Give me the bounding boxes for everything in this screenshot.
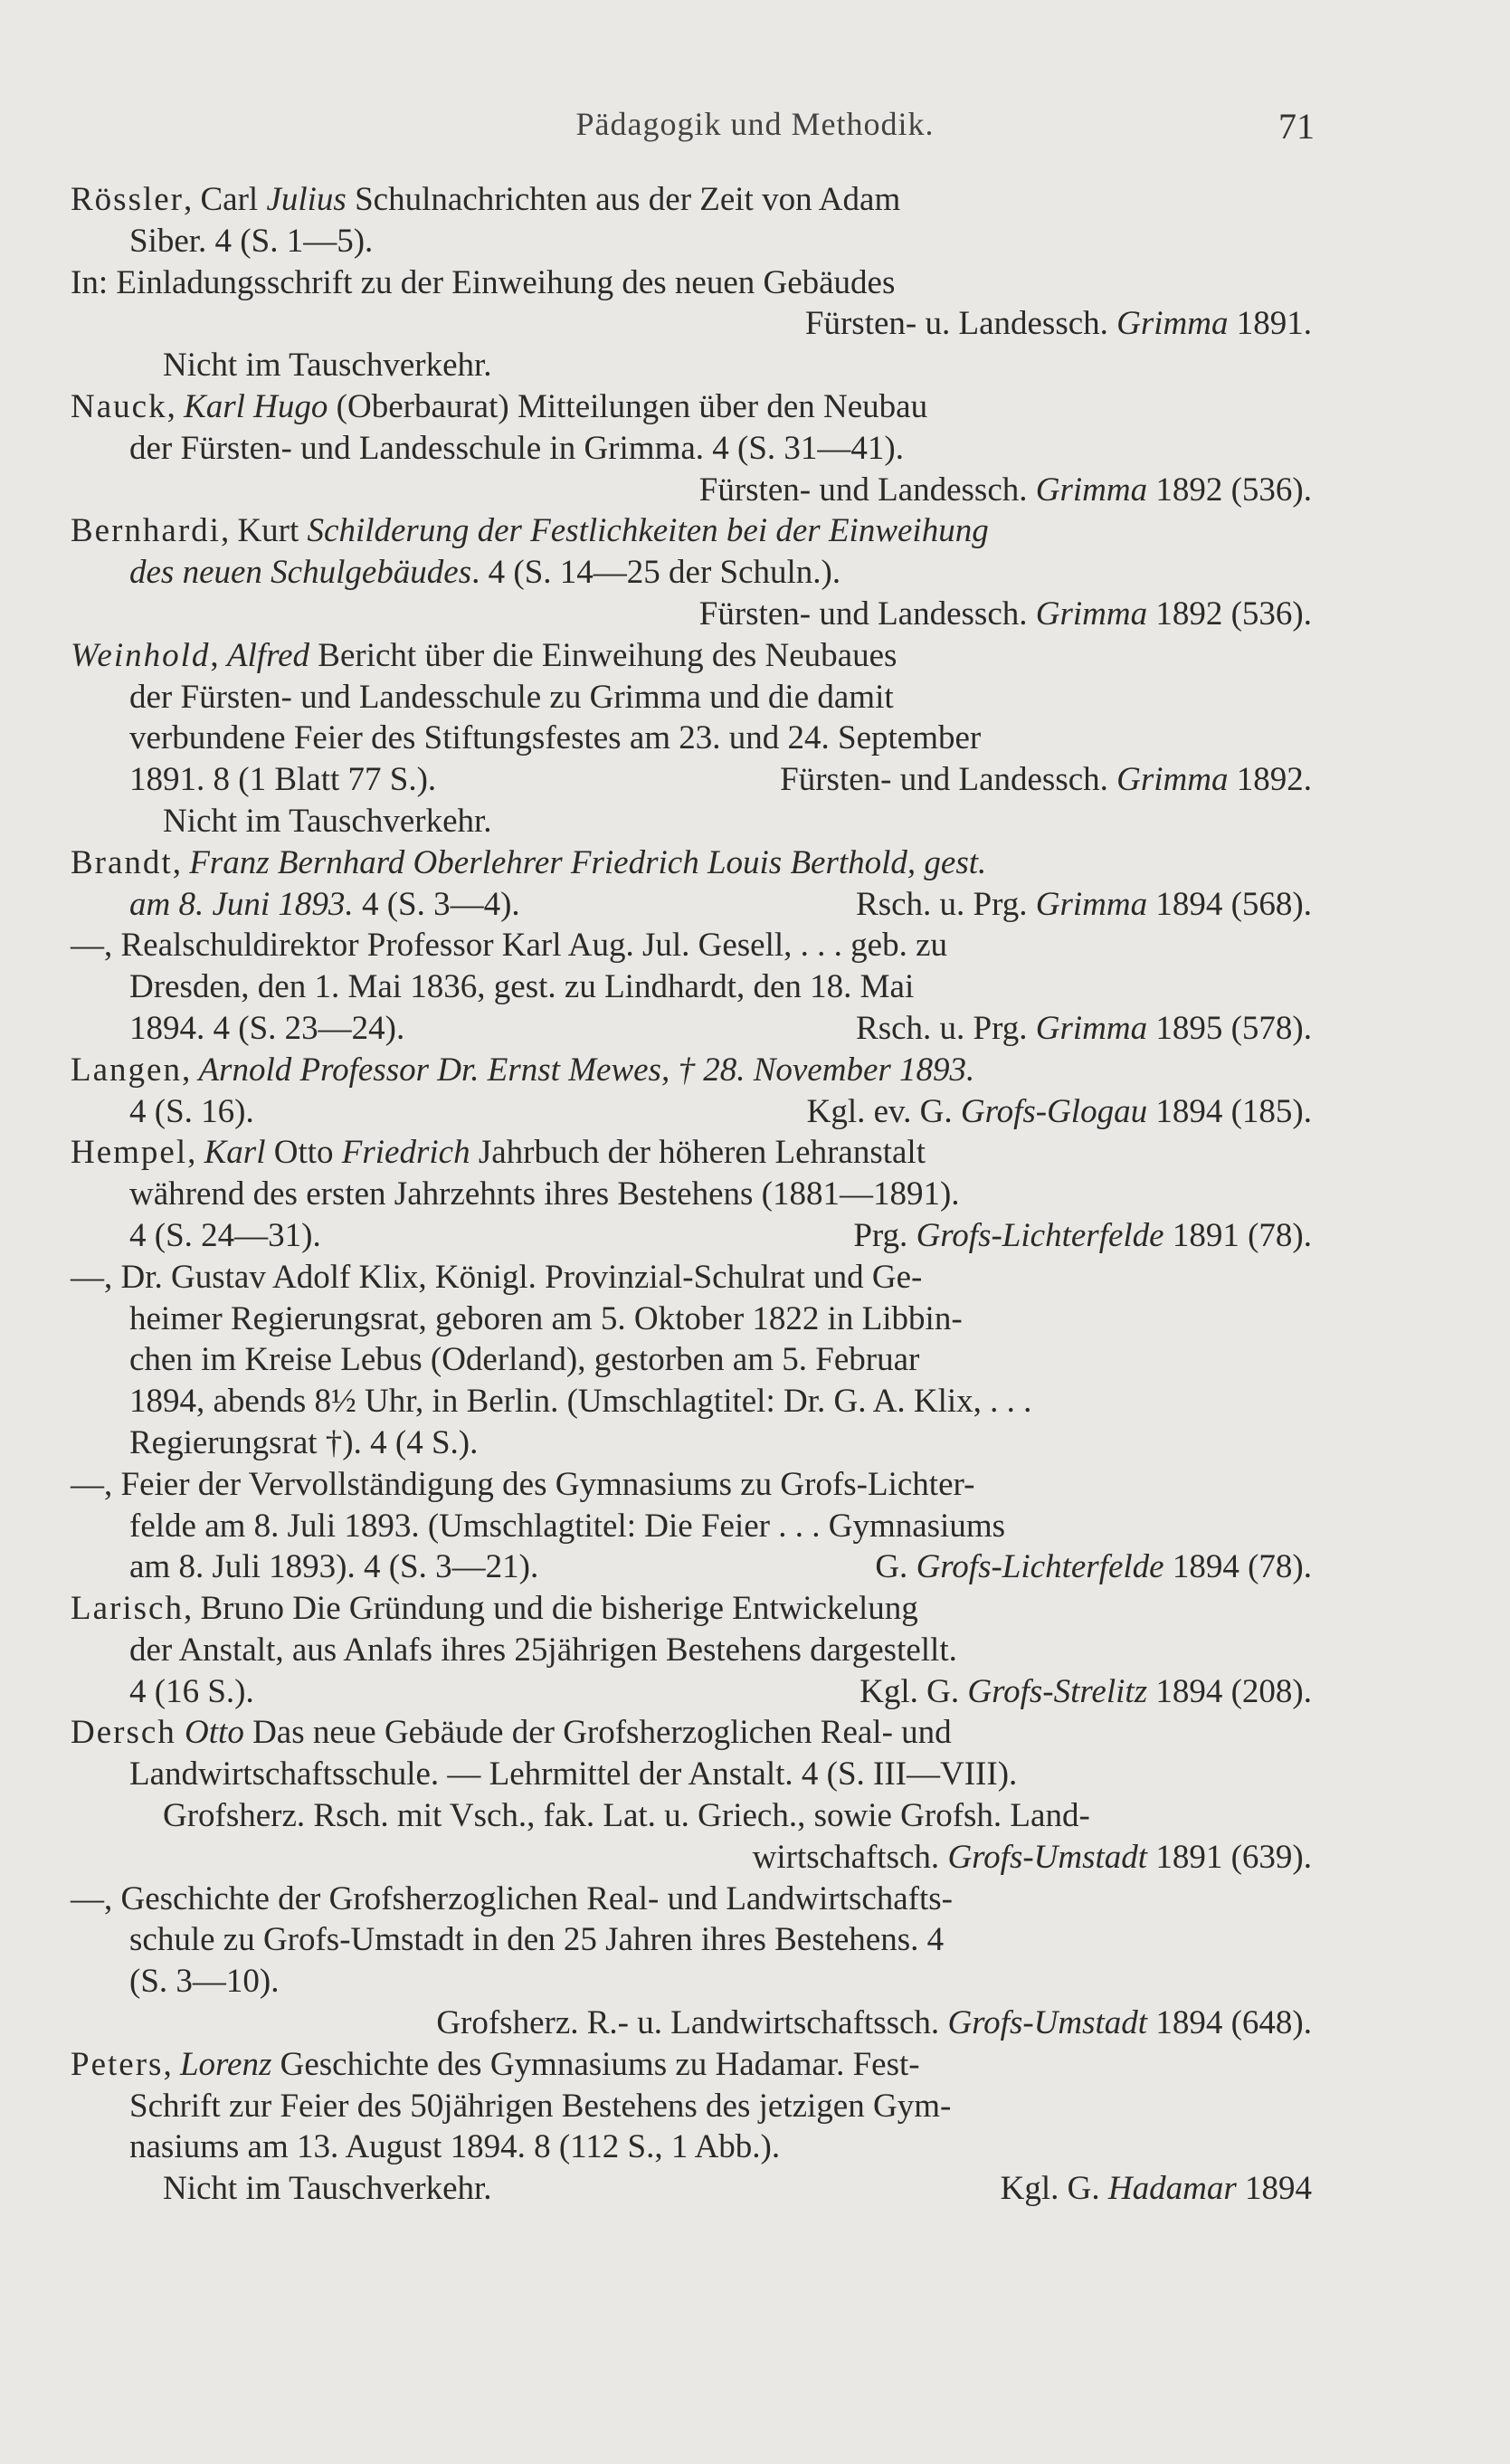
bibliography-entry — [0, 510, 1510, 634]
bibliography-entry — [0, 386, 1510, 510]
entry-line — [0, 1837, 1510, 1879]
author-surname: Peters — [71, 2045, 164, 2083]
entry-line: (S. 3—10). — [129, 1963, 280, 2001]
entry-title: Schilderung der Festlichkeiten bei der Einweihung — [307, 512, 989, 550]
author-surname: Weinhold — [71, 636, 211, 674]
entry-line: Nauck, Karl Hugo (Oberbaurat) Mitteilungen über den Neubau — [71, 387, 928, 425]
author-surname: Nauck — [71, 387, 167, 425]
place-name: Grofs-Lichterfelde — [916, 1548, 1164, 1586]
author-surname: Langen — [71, 1051, 182, 1089]
entry-line: In: Einladungsschrift zu der Einweihung des neuen Gebäudes — [71, 263, 896, 301]
place-name: Grofs-Umstadt — [947, 2004, 1148, 2042]
source-info: Prg. Grofs-Lichterfelde 1891 (78). — [853, 1216, 1312, 1254]
place-name: Hadamar — [1107, 2170, 1237, 2208]
entry-line: heimer Regierungsrat, geboren am 5. Oktober 1822 in Libbin- — [129, 1299, 963, 1337]
entry-line — [0, 303, 1510, 345]
entry-title: Jahrbuch der höheren Lehranstalt — [470, 1134, 926, 1172]
place-name: Grimma — [1035, 595, 1148, 633]
entry-line: schule zu Grofs-Umstadt in den 25 Jahren ihres Bestehens. 4 — [129, 1921, 945, 1959]
entry-line — [0, 1588, 1510, 1630]
entry-line: nasiums am 13. August 1894. 8 (112 S., 1 Abb.). — [129, 2128, 781, 2166]
source-info: wirtschaftsch. Grofs-Umstadt 1891 (639). — [752, 1838, 1312, 1876]
entry-title: , Bruno Die Gründung und die bisherige Entwickelung — [183, 1590, 918, 1628]
source-info: Fürsten- und Landessch. Grimma 1892 (536). — [698, 595, 1312, 633]
place-name: Grofs-Glogau — [960, 1092, 1148, 1130]
entry-line: felde am 8. Juli 1893. (Umschlagtitel: Die Feier . . . Gymnasiums — [129, 1507, 1005, 1545]
source-info: Kgl. G. Grofs-Strelitz 1894 (208). — [859, 1672, 1312, 1710]
entry-line: 4 (S. 16). Kgl. ev. G. Grofs-Glogau 1894 (185). — [0, 1091, 1510, 1133]
bibliography-entry — [0, 635, 1510, 842]
entry-line: —, Feier der Vervollständigung des Gymnasiums zu Grofs-Lichter- — [71, 1465, 975, 1503]
bibliography-entry — [0, 1588, 1510, 1712]
entry-title: Bericht über die Einweihung des Neubaues — [309, 636, 897, 674]
exchange-note: Nicht im Tauschverkehr. Kgl. G. Hadamar 1894 — [0, 2168, 1510, 2210]
source-info: G. Grofs-Lichterfelde 1894 (78). — [875, 1548, 1312, 1586]
entry-title: (Oberbaurat) Mitteilungen über den Neubau — [328, 387, 928, 425]
running-title: Pädagogik und Methodik. — [575, 106, 935, 142]
entry-line: am 8. Juni 1893. 4 (S. 3—4). Rsch. u. Prg. Grimma 1894 (568). — [0, 884, 1510, 926]
place-name: Grimma — [1116, 305, 1229, 343]
author-forename: Julius — [266, 181, 347, 218]
bibliography-entry — [0, 179, 1510, 386]
source-info: Fürsten- und Landessch. Grimma 1892. — [780, 761, 1312, 799]
source-info: Kgl. G. Hadamar 1894 — [1000, 2170, 1312, 2208]
entry-line: Langen, Arnold Professor Dr. Ernst Mewes, † 28. November 1893. — [71, 1051, 975, 1089]
entry-line: Brandt, Franz Bernhard Oberlehrer Friedrich Louis Berthold, gest. — [71, 843, 987, 881]
entry-title: Franz Bernhard Oberlehrer Friedrich Louis Berthold, gest. — [189, 843, 987, 881]
entry-line: des neuen Schulgebäudes. 4 (S. 14—25 der Schuln.). — [129, 554, 841, 592]
entry-line: Siber. 4 (S. 1—5). — [129, 222, 374, 260]
entry-line: verbundene Feier des Stiftungsfestes am 23. und 24. September — [129, 719, 982, 757]
entry-line: Grofsherz. Rsch. mit Vsch., fak. Lat. u. Griech., sowie Grofsh. Land- — [163, 1797, 1090, 1835]
source-info: Kgl. ev. G. Grofs-Glogau 1894 (185). — [806, 1092, 1312, 1130]
place-name: Grofs-Lichterfelde — [916, 1216, 1164, 1254]
author-surname: Brandt — [71, 843, 173, 881]
entry-line: Bernhardi, Kurt Schilderung der Festlichkeiten bei der Einweihung — [71, 512, 989, 550]
entry-line: —, Dr. Gustav Adolf Klix, Königl. Provinzial-Schulrat und Ge- — [71, 1258, 923, 1296]
entry-line: während des ersten Jahrzehnts ihres Bestehens (1881—1891). — [129, 1175, 960, 1213]
author-surname: Hempel — [71, 1134, 188, 1172]
bibliography-entry — [0, 1050, 1510, 1133]
entry-line: 1894. 4 (S. 23—24). Rsch. u. Prg. Grimma 1895 (578). — [0, 1008, 1510, 1050]
entry-line: 1894, abends 8½ Uhr, in Berlin. (Umschlagtitel: Dr. G. A. Klix, . . . — [129, 1383, 1032, 1421]
exchange-note: Nicht im Tauschverkehr. — [163, 347, 492, 385]
entry-title: Geschichte des Gymnasiums zu Hadamar. Fest- — [271, 2045, 920, 2083]
exchange-note: Nicht im Tauschverkehr. — [163, 802, 492, 840]
entry-line: 1891. 8 (1 Blatt 77 S.). Fürsten- und Landessch. Grimma 1892. — [0, 759, 1510, 801]
entry-line: der Fürsten- und Landesschule in Grimma. 4 (S. 31—41). — [129, 429, 904, 467]
entry-line: 4 (S. 24—31). Prg. Grofs-Lichterfelde 1891 (78). — [0, 1215, 1510, 1257]
entry-title: Das neue Gebäude der Grofsherzoglichen Real- und — [243, 1714, 952, 1752]
entry-line: der Fürsten- und Landesschule zu Grimma und die damit — [129, 678, 894, 716]
author-forename: Otto — [185, 1714, 244, 1752]
entry-line — [0, 470, 1510, 511]
place-name: Grimma — [1035, 1009, 1148, 1047]
author-surname: Dersch — [71, 1714, 176, 1752]
page-header — [0, 105, 1510, 159]
bibliography-entry — [0, 1712, 1510, 2043]
entry-line: 4 (16 S.). Kgl. G. Grofs-Strelitz 1894 (208). — [0, 1671, 1510, 1713]
place-name: Grimma — [1035, 885, 1148, 923]
source-info: Fürsten- u. Landessch. Grimma 1891. — [804, 305, 1312, 343]
entry-line — [0, 2003, 1510, 2044]
source-info: Rsch. u. Prg. Grimma 1895 (578). — [856, 1009, 1312, 1047]
place-name: Grofs-Umstadt — [947, 1838, 1148, 1876]
entry-line: Schrift zur Feier des 50jährigen Bestehens des jetzigen Gym- — [129, 2087, 952, 2125]
entry-title: Arnold Professor Dr. Ernst Mewes, † 28. November 1893. — [198, 1051, 975, 1089]
author-forename: Alfred — [226, 636, 310, 674]
entry-line: Landwirtschaftsschule. — Lehrmittel der Anstalt. 4 (S. III—VIII). — [129, 1755, 1018, 1793]
place-name: Grimma — [1116, 761, 1229, 799]
bibliography-entry — [0, 842, 1510, 1050]
author-surname: Bernhardi — [71, 512, 221, 550]
author-surname: Larisch — [71, 1590, 184, 1628]
entry-line: am 8. Juli 1893). 4 (S. 3—21). G. Grofs-Lichterfelde 1894 (78). — [0, 1546, 1510, 1588]
entry-line: Peters, Lorenz Geschichte des Gymnasiums zu Hadamar. Fest- — [71, 2045, 920, 2083]
place-name: Grofs-Strelitz — [967, 1672, 1148, 1710]
entry-line: —, Realschuldirektor Professor Karl Aug. Jul. Gesell, . . . geb. zu — [71, 927, 948, 965]
bibliography-entry — [0, 2044, 1510, 2210]
entry-line — [0, 594, 1510, 635]
source-info: Fürsten- und Landessch. Grimma 1892 (536). — [698, 471, 1312, 509]
place-name: Grimma — [1035, 471, 1148, 509]
bibliography-entry — [0, 1132, 1510, 1588]
entry-line: chen im Kreise Lebus (Oderland), gestorben am 5. Februar — [129, 1341, 920, 1379]
entry-line: der Anstalt, aus Anlafs ihres 25jährigen Bestehens dargestellt. — [129, 1631, 957, 1669]
bibliography-list — [0, 179, 1510, 2210]
author-forename: Karl Hugo — [184, 387, 328, 425]
source-info: Rsch. u. Prg. Grimma 1894 (568). — [856, 885, 1312, 923]
source-info: Grofsherz. R.- u. Landwirtschaftssch. Grofs-Umstadt 1894 (648). — [436, 2004, 1312, 2042]
author-forename: Lorenz — [179, 2045, 272, 2083]
entry-line: Hempel, Karl Otto Friedrich Jahrbuch der höheren Lehranstalt — [71, 1134, 926, 1172]
entry-line — [0, 1712, 1510, 1754]
entry-line: Dresden, den 1. Mai 1836, gest. zu Lindhardt, den 18. Mai — [129, 968, 915, 1006]
author-forename: Karl — [204, 1134, 266, 1172]
entry-line: Rössler, Carl Julius Schulnachrichten aus der Zeit von Adam — [71, 181, 901, 218]
author-surname: Rössler — [71, 181, 184, 218]
entry-line: —, Geschichte der Grofsherzoglichen Real- und Landwirtschafts- — [71, 1879, 954, 1917]
entry-line: Regierungsrat †). 4 (4 S.). — [129, 1423, 479, 1461]
page-number: 71 — [1278, 106, 1315, 147]
entry-title: Schulnachrichten aus der Zeit von Adam — [346, 181, 901, 218]
entry-line: Weinhold, Alfred Bericht über die Einweihung des Neubaues — [71, 636, 897, 674]
